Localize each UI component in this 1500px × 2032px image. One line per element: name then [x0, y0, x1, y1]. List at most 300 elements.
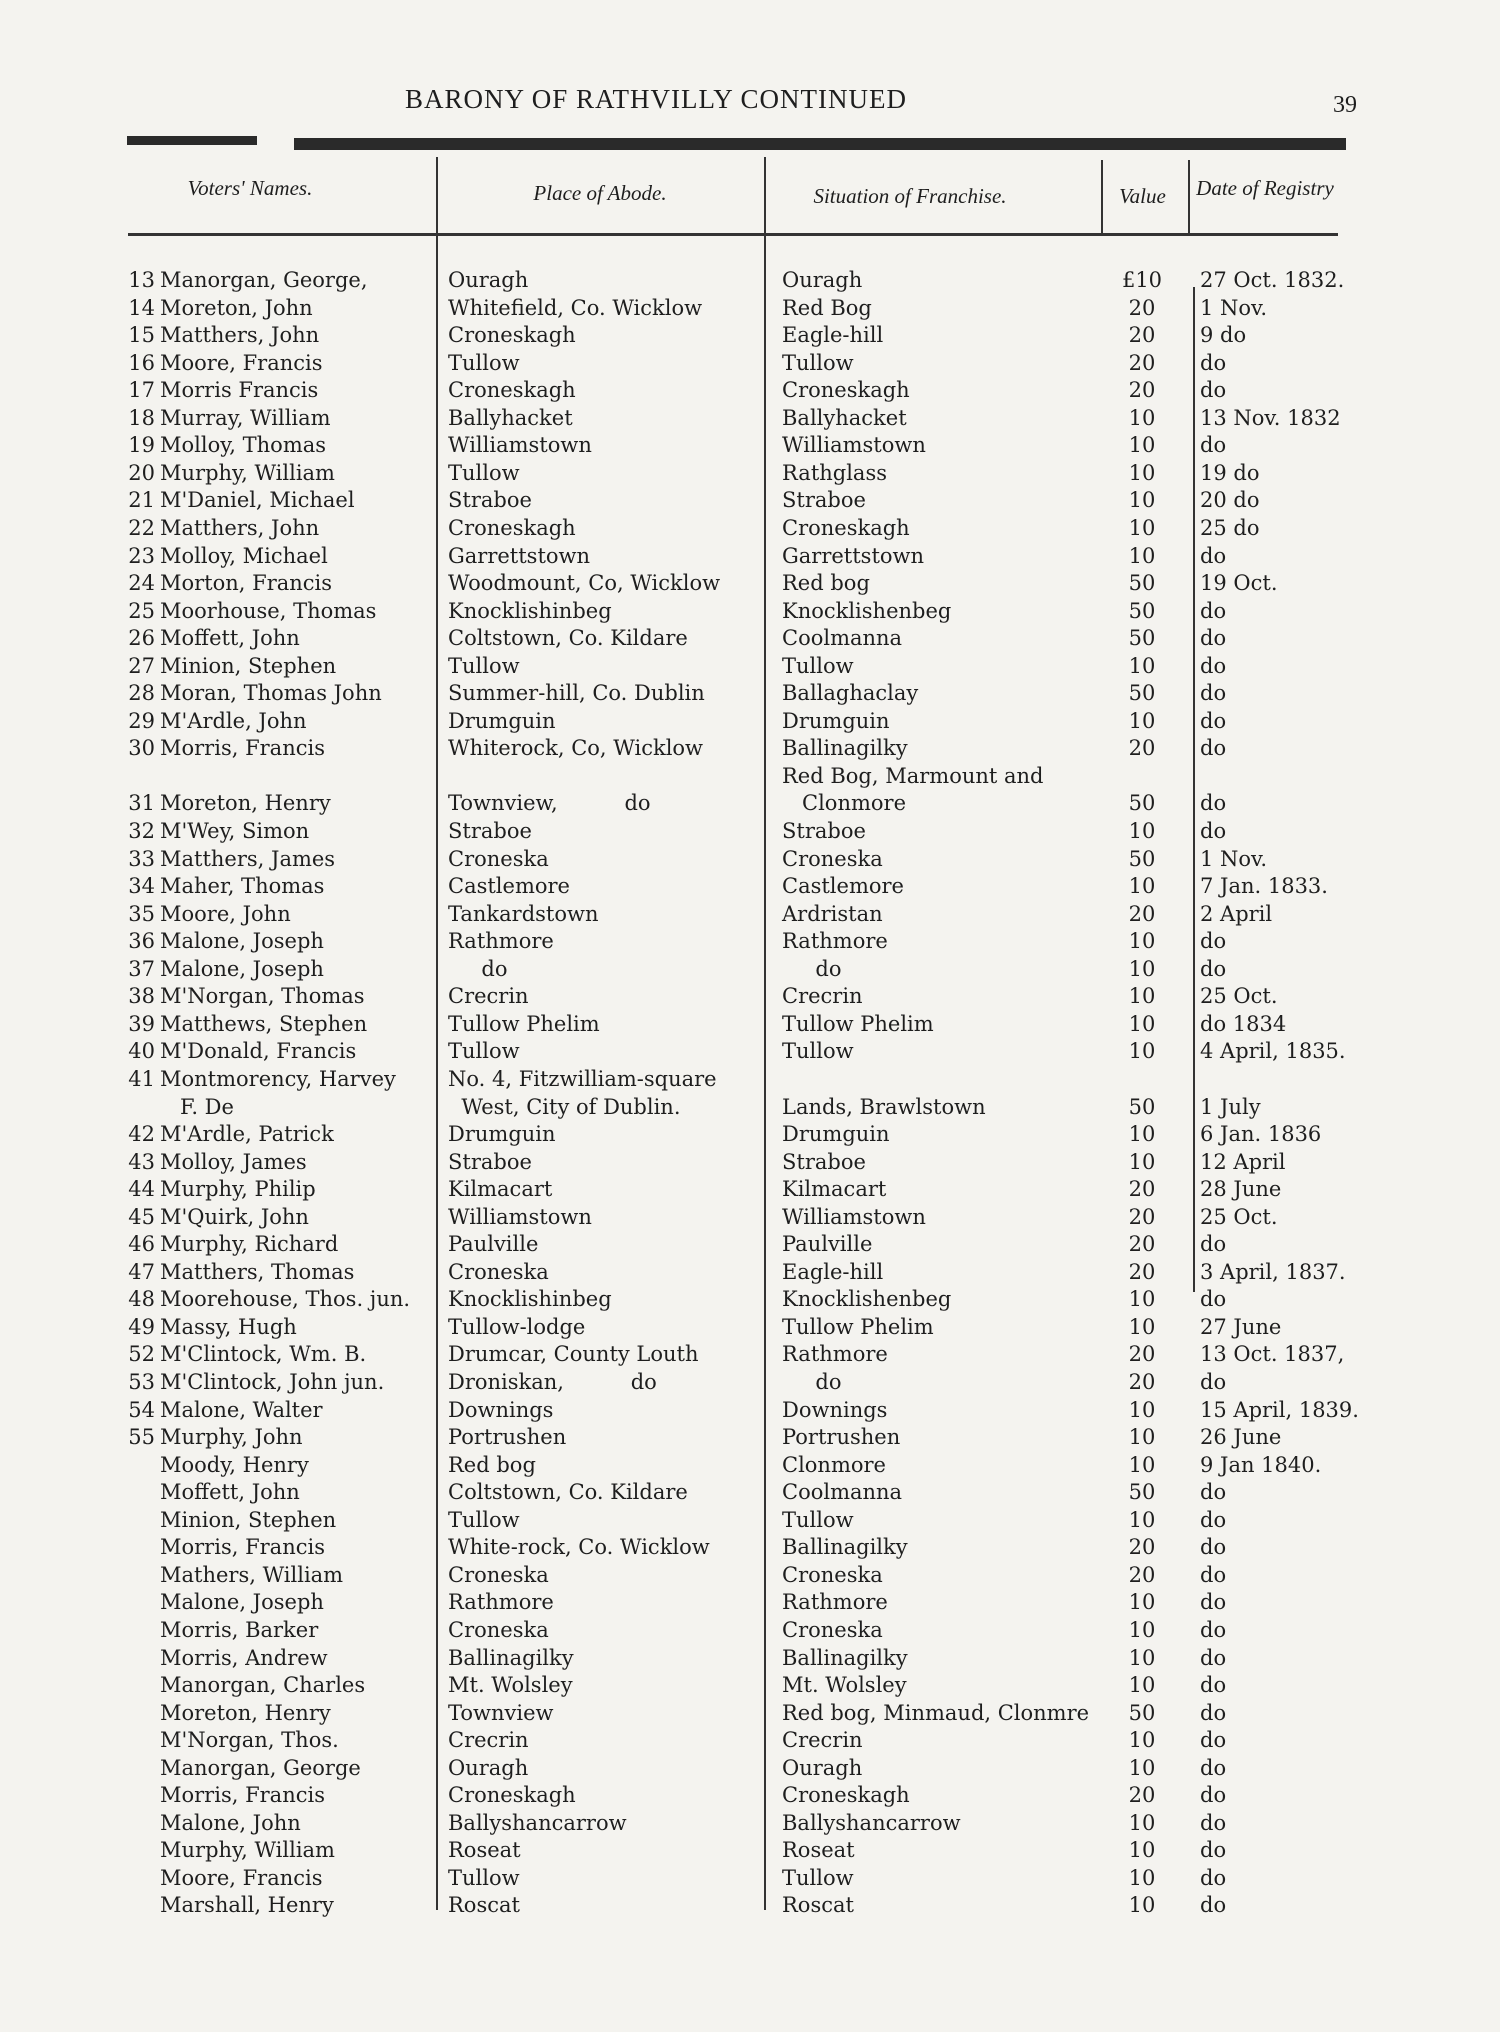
- franchise-value: 10: [1128, 1039, 1156, 1064]
- place-of-abode: Croneska: [448, 1617, 549, 1642]
- place-of-abode: Whiterock, Co, Wicklow: [448, 736, 704, 761]
- franchise-situation: Castlemore: [782, 874, 904, 899]
- place-of-abode: Ballinagilky: [448, 1645, 574, 1670]
- registry-date: 7 Jan. 1833.: [1200, 874, 1328, 899]
- franchise-situation: Ouragh: [782, 268, 863, 292]
- franchise-situation: Rathmore: [782, 929, 888, 954]
- registry-date: do: [1200, 1700, 1227, 1725]
- table-row: [0, 514, 1500, 542]
- registry-date: do: [1200, 653, 1227, 678]
- column-header-abode: Place of Abode.: [533, 181, 667, 205]
- voter-name: M'Norgan, Thos.: [160, 1728, 339, 1753]
- franchise-value: 50: [1128, 1700, 1156, 1725]
- franchise-situation: Tullow: [782, 1507, 854, 1532]
- voter-name: M'Clintock, John jun.: [160, 1370, 385, 1394]
- registry-date: do: [1200, 378, 1227, 403]
- voter-name: M'Wey, Simon: [160, 819, 310, 843]
- franchise-value: 20: [1128, 295, 1156, 320]
- registry-date: 1 July: [1200, 1094, 1261, 1119]
- franchise-situation: Rathmore: [782, 1590, 888, 1615]
- franchise-value: 10: [1128, 543, 1156, 568]
- table-row: [0, 1065, 1500, 1093]
- franchise-situation: Eagle-hill: [782, 1259, 884, 1284]
- voter-name: Morris, Barker: [160, 1617, 319, 1642]
- column-header-value: Value: [1119, 184, 1166, 208]
- voter-name: Murphy, William: [160, 1838, 335, 1863]
- voter-name: Matthers, Thomas: [160, 1259, 355, 1284]
- franchise-value: 50: [1128, 626, 1156, 651]
- header-rule-long: [294, 138, 1346, 150]
- registry-date: 26 June: [1200, 1425, 1282, 1450]
- franchise-value: 20: [1128, 901, 1156, 926]
- registry-date: 19 Oct.: [1200, 571, 1278, 596]
- franchise-value: 10: [1128, 460, 1156, 485]
- franchise-value: 10: [1128, 1755, 1156, 1780]
- table-row: [0, 955, 1500, 983]
- table-row: [0, 1340, 1500, 1368]
- voter-number: 44: [128, 1177, 155, 1202]
- voter-number: 53: [128, 1370, 155, 1394]
- franchise-situation: Red Bog, Marmount and: [782, 763, 1044, 788]
- voter-name: Minion, Stephen: [160, 1507, 337, 1532]
- voter-number: 20: [128, 460, 155, 485]
- voter-name: Malone, Walter: [160, 1397, 323, 1422]
- voter-number: 35: [128, 901, 155, 926]
- voter-number: 43: [128, 1149, 155, 1174]
- registry-date: do: [1200, 1370, 1227, 1394]
- voter-number: 47: [128, 1259, 155, 1284]
- place-of-abode: Rathmore: [448, 1590, 554, 1615]
- franchise-situation: Ballyshancarrow: [782, 1810, 961, 1835]
- franchise-situation: Knocklishenbeg: [782, 1287, 952, 1312]
- franchise-situation: Tullow Phelim: [782, 1314, 934, 1339]
- table-row: [0, 1809, 1500, 1837]
- table-row: [0, 1781, 1500, 1809]
- place-of-abode: Woodmount, Co, Wicklow: [448, 571, 721, 596]
- franchise-value: 20: [1128, 1259, 1156, 1284]
- registry-date: 3 April, 1837.: [1200, 1259, 1346, 1284]
- column-header-date: Date of Registry: [1196, 176, 1334, 200]
- place-of-abode: No. 4, Fitzwilliam-square: [448, 1066, 717, 1091]
- registry-date: do: [1200, 791, 1227, 816]
- table-row: [0, 431, 1500, 459]
- registry-date: do: [1200, 956, 1227, 981]
- franchise-value: 10: [1128, 1425, 1156, 1450]
- registry-date: do 1834: [1200, 1011, 1287, 1036]
- franchise-situation: Williamstown: [782, 433, 926, 458]
- table-row: [0, 1175, 1500, 1203]
- place-of-abode: Knocklishinbeg: [448, 1287, 612, 1312]
- voter-name: Murphy, John: [160, 1425, 303, 1450]
- table-row: [0, 734, 1500, 762]
- franchise-situation: Ballinagilky: [782, 1535, 908, 1560]
- place-of-abode: Straboe: [448, 819, 532, 843]
- table-row: [0, 294, 1500, 322]
- franchise-situation: Clonmore: [782, 1452, 886, 1477]
- voter-name: Manorgan, Charles: [160, 1673, 366, 1698]
- voter-name: Moorehouse, Thos. jun.: [160, 1287, 411, 1312]
- place-of-abode: Straboe: [448, 488, 532, 513]
- franchise-situation: Coolmanna: [782, 1480, 903, 1505]
- franchise-value: 10: [1128, 1122, 1156, 1147]
- place-of-abode: Whitefield, Co. Wicklow: [448, 295, 703, 320]
- franchise-value: 50: [1128, 598, 1156, 623]
- table-row: [0, 1478, 1500, 1506]
- voter-number: 38: [128, 984, 155, 1009]
- table-row: [0, 762, 1500, 790]
- table-row: [0, 1561, 1500, 1589]
- voter-name: Moore, John: [160, 901, 291, 926]
- franchise-situation: Lands, Brawlstown: [782, 1094, 986, 1119]
- registry-date: do: [1200, 626, 1227, 651]
- table-row: [0, 1506, 1500, 1534]
- franchise-situation: Roseat: [782, 1838, 855, 1863]
- place-of-abode: Tullow: [448, 350, 520, 375]
- voter-name: Murphy, Richard: [160, 1232, 339, 1257]
- voter-name: Molloy, Michael: [160, 543, 328, 568]
- registry-date: do: [1200, 1783, 1227, 1808]
- voter-name: Moorhouse, Thomas: [160, 598, 377, 623]
- voter-number: 36: [128, 929, 155, 954]
- place-of-abode: Tullow-lodge: [448, 1314, 586, 1339]
- franchise-situation: Red bog, Minmaud, Clonmre: [782, 1700, 1090, 1725]
- franchise-value: 10: [1128, 929, 1156, 954]
- franchise-value: £10: [1121, 268, 1163, 292]
- franchise-value: 20: [1128, 323, 1156, 348]
- registry-date: do: [1200, 681, 1227, 706]
- franchise-situation: Tullow: [782, 1039, 854, 1064]
- voter-name: Murphy, William: [160, 460, 335, 485]
- franchise-value: 10: [1128, 1645, 1156, 1670]
- table-row: [0, 1836, 1500, 1864]
- voter-name: Molloy, James: [160, 1149, 307, 1174]
- place-of-abode: Williamstown: [448, 433, 592, 458]
- franchise-value: 10: [1128, 1149, 1156, 1174]
- franchise-value: 10: [1128, 1893, 1156, 1918]
- voter-name: Morris, Francis: [160, 736, 325, 761]
- place-of-abode: Castlemore: [448, 874, 570, 899]
- table-row: [0, 900, 1500, 928]
- registry-date: 1 Nov.: [1200, 846, 1268, 871]
- place-of-abode: Tullow: [448, 653, 520, 678]
- table-row: [0, 1671, 1500, 1699]
- registry-date: do: [1200, 929, 1227, 954]
- franchise-value: 20: [1128, 1535, 1156, 1560]
- place-of-abode: Knocklishinbeg: [448, 598, 612, 623]
- table-row: [0, 1285, 1500, 1313]
- voter-number: 29: [128, 708, 155, 733]
- voter-name: Morris Francis: [160, 378, 319, 403]
- registry-date: do: [1200, 1728, 1227, 1753]
- registry-date: do: [1200, 543, 1227, 568]
- voter-number: 19: [128, 433, 155, 458]
- table-row: [0, 707, 1500, 735]
- voter-name: Malone, John: [160, 1810, 301, 1835]
- voter-number: 22: [128, 515, 155, 540]
- voter-number: 21: [128, 488, 155, 513]
- place-of-abode: White-rock, Co. Wicklow: [448, 1535, 710, 1560]
- place-of-abode: Ballyshancarrow: [448, 1810, 627, 1835]
- place-of-abode: Croneskagh: [448, 1783, 576, 1808]
- column-divider: [1188, 160, 1190, 236]
- place-of-abode: Straboe: [448, 1149, 532, 1174]
- table-row: [0, 1313, 1500, 1341]
- table-row: [0, 1148, 1500, 1176]
- voter-name: Matthers, James: [160, 846, 336, 871]
- registry-date: do: [1200, 1810, 1227, 1835]
- voter-number: 45: [128, 1204, 155, 1229]
- place-of-abode: Drumcar, County Louth: [448, 1342, 699, 1367]
- franchise-value: 10: [1128, 405, 1156, 430]
- voter-name: Morris, Francis: [160, 1535, 325, 1560]
- voter-name: M'Ardle, Patrick: [160, 1122, 334, 1147]
- voter-name: Maher, Thomas: [160, 874, 325, 899]
- franchise-value: 20: [1128, 1177, 1156, 1202]
- voter-name: Moran, Thomas John: [160, 681, 382, 706]
- voter-number: 15: [128, 323, 155, 348]
- franchise-situation: Ballinagilky: [782, 1645, 908, 1670]
- franchise-value: 10: [1128, 653, 1156, 678]
- place-of-abode: Tankardstown: [448, 901, 599, 926]
- franchise-value: 10: [1128, 874, 1156, 899]
- franchise-value: 10: [1128, 1590, 1156, 1615]
- franchise-value: 10: [1128, 1617, 1156, 1642]
- voter-name: Marshall, Henry: [160, 1893, 334, 1918]
- table-row: [0, 1037, 1500, 1065]
- voter-name: Moore, Francis: [160, 1865, 323, 1890]
- franchise-situation: Tullow: [782, 1865, 854, 1890]
- franchise-value: 10: [1128, 1452, 1156, 1477]
- place-of-abode: Roscat: [448, 1893, 520, 1918]
- registry-date: do: [1200, 1562, 1227, 1587]
- registry-date: 13 Nov. 1832: [1200, 405, 1341, 430]
- franchise-situation: Coolmanna: [782, 626, 903, 651]
- franchise-value: 10: [1128, 819, 1156, 843]
- voter-name: Malone, Joseph: [160, 1590, 324, 1615]
- registry-date: do: [1200, 433, 1227, 458]
- place-of-abode: Garrettstown: [448, 543, 591, 568]
- voter-name: Mathers, William: [160, 1562, 344, 1587]
- franchise-situation: Croneska: [782, 846, 883, 871]
- table-row: [0, 872, 1500, 900]
- franchise-situation: Red bog: [782, 571, 870, 596]
- franchise-situation: Ballyhacket: [782, 405, 907, 430]
- voter-name: Malone, Joseph: [160, 929, 324, 954]
- voter-number: 54: [128, 1397, 155, 1422]
- franchise-situation: Paulville: [782, 1232, 873, 1257]
- voter-number: 18: [128, 405, 155, 430]
- voter-name: Morton, Francis: [160, 571, 333, 596]
- voter-number: 30: [128, 736, 155, 761]
- registry-date: do: [1200, 819, 1227, 843]
- voter-number: 37: [128, 956, 155, 981]
- header-divider: [128, 233, 1338, 236]
- table-row: [0, 1726, 1500, 1754]
- franchise-value: 10: [1128, 515, 1156, 540]
- table-row: [0, 1258, 1500, 1286]
- place-of-abode: Crecrin: [448, 984, 529, 1009]
- voter-name: Moore, Francis: [160, 350, 323, 375]
- franchise-value: 10: [1128, 433, 1156, 458]
- voter-name: Moreton, Henry: [160, 1700, 331, 1725]
- registry-date: do: [1200, 350, 1227, 375]
- voter-number: 31: [128, 791, 155, 816]
- voter-name: Molloy, Thomas: [160, 433, 327, 458]
- voter-number: 23: [128, 543, 155, 568]
- place-of-abode: Kilmacart: [448, 1177, 553, 1202]
- place-of-abode: do: [448, 956, 508, 981]
- table-row: [0, 1423, 1500, 1451]
- franchise-situation: Tullow: [782, 350, 854, 375]
- franchise-value: 10: [1128, 1314, 1156, 1339]
- voter-number: 14: [128, 295, 155, 320]
- table-row: [0, 1754, 1500, 1782]
- voter-name: Morris, Andrew: [160, 1645, 328, 1670]
- franchise-value: 10: [1128, 1810, 1156, 1835]
- franchise-value: 10: [1128, 1011, 1156, 1036]
- franchise-situation: Kilmacart: [782, 1177, 887, 1202]
- voter-name: Matthers, John: [160, 515, 320, 540]
- franchise-value: 50: [1128, 681, 1156, 706]
- franchise-value: 10: [1128, 1865, 1156, 1890]
- registry-date: 28 June: [1200, 1177, 1282, 1202]
- franchise-situation: Ballaghaclay: [782, 681, 919, 706]
- franchise-situation: Williamstown: [782, 1204, 926, 1229]
- franchise-value: 20: [1128, 1342, 1156, 1367]
- franchise-situation: do: [782, 1370, 842, 1394]
- column-header-franchise: Situation of Franchise.: [813, 184, 1007, 208]
- voter-name: M'Donald, Francis: [160, 1039, 357, 1064]
- franchise-situation: Straboe: [782, 1149, 866, 1174]
- registry-date: 27 Oct. 1832.: [1200, 268, 1345, 292]
- franchise-situation: Rathmore: [782, 1342, 888, 1367]
- place-of-abode: Rathmore: [448, 929, 554, 954]
- franchise-situation: Straboe: [782, 488, 866, 513]
- franchise-situation: Tullow: [782, 653, 854, 678]
- franchise-value: 10: [1128, 1838, 1156, 1863]
- table-row: [0, 982, 1500, 1010]
- place-of-abode: Williamstown: [448, 1204, 592, 1229]
- voter-name: Morris, Francis: [160, 1783, 325, 1808]
- voter-number: 46: [128, 1232, 155, 1257]
- table-row: [0, 459, 1500, 487]
- place-of-abode: Crecrin: [448, 1728, 529, 1753]
- voter-number: 41: [128, 1066, 155, 1091]
- place-of-abode: Tullow: [448, 1039, 520, 1064]
- registry-date: 27 June: [1200, 1314, 1282, 1339]
- voter-name: Moffett, John: [160, 626, 300, 651]
- voter-number: 48: [128, 1287, 155, 1312]
- voter-number: 16: [128, 350, 155, 375]
- voter-name: M'Quirk, John: [160, 1204, 309, 1229]
- header-rule-short: [127, 136, 257, 145]
- registry-date: do: [1200, 708, 1227, 733]
- franchise-situation: Roscat: [782, 1893, 854, 1918]
- voter-name: Manorgan, George,: [160, 268, 368, 292]
- place-of-abode: Coltstown, Co. Kildare: [448, 1480, 688, 1505]
- franchise-value: 50: [1128, 791, 1156, 816]
- franchise-value: 50: [1128, 571, 1156, 596]
- place-of-abode: Ballyhacket: [448, 405, 573, 430]
- registry-date: do: [1200, 1507, 1227, 1532]
- registry-date: 9 do: [1200, 323, 1247, 348]
- franchise-value: 10: [1128, 1287, 1156, 1312]
- place-of-abode: Ouragh: [448, 268, 529, 292]
- voter-number: 25: [128, 598, 155, 623]
- registry-date: 4 April, 1835.: [1200, 1039, 1346, 1064]
- voter-name: Manorgan, George: [160, 1755, 361, 1780]
- table-row: [0, 789, 1500, 817]
- franchise-situation: Clonmore: [782, 791, 907, 816]
- table-row: [0, 1891, 1500, 1919]
- franchise-situation: Ardristan: [782, 901, 883, 926]
- registry-date: do: [1200, 1287, 1227, 1312]
- franchise-value: 20: [1128, 1232, 1156, 1257]
- registry-date: do: [1200, 1865, 1227, 1890]
- voter-name: M'Clintock, Wm. B.: [160, 1342, 367, 1367]
- registry-date: do: [1200, 736, 1227, 761]
- franchise-value: 10: [1128, 1507, 1156, 1532]
- franchise-value: 20: [1128, 1370, 1156, 1394]
- voter-number: 33: [128, 846, 155, 871]
- registry-date: 13 Oct. 1837,: [1200, 1342, 1345, 1367]
- franchise-value: 10: [1128, 984, 1156, 1009]
- franchise-situation: Downings: [782, 1397, 888, 1422]
- registry-date: 25 Oct.: [1200, 984, 1278, 1009]
- registry-date: do: [1200, 1673, 1227, 1698]
- place-of-abode: Drumguin: [448, 1122, 556, 1147]
- table-row: [0, 1203, 1500, 1231]
- franchise-situation: Ouragh: [782, 1755, 863, 1780]
- voter-name: Minion, Stephen: [160, 653, 337, 678]
- place-of-abode: Red bog: [448, 1452, 536, 1477]
- voter-number: 52: [128, 1342, 155, 1367]
- table-row: [0, 1533, 1500, 1561]
- registry-date: 6 Jan. 1836: [1200, 1122, 1322, 1147]
- franchise-value: 50: [1128, 846, 1156, 871]
- registry-date: 25 do: [1200, 515, 1260, 540]
- voter-number: 34: [128, 874, 155, 899]
- franchise-situation: Drumguin: [782, 708, 890, 733]
- registry-date: 9 Jan 1840.: [1200, 1452, 1322, 1477]
- voter-name: Moffett, John: [160, 1480, 300, 1505]
- table-row: [0, 652, 1500, 680]
- place-of-abode: Tullow: [448, 460, 520, 485]
- place-of-abode: Summer-hill, Co. Dublin: [448, 681, 705, 706]
- franchise-situation: Straboe: [782, 819, 866, 843]
- franchise-situation: Drumguin: [782, 1122, 890, 1147]
- franchise-situation: Croneska: [782, 1562, 883, 1587]
- place-of-abode: Townview, do: [448, 791, 651, 816]
- table-row: [0, 927, 1500, 955]
- voter-number: 49: [128, 1314, 155, 1339]
- franchise-value: 50: [1128, 1480, 1156, 1505]
- franchise-value: 10: [1128, 1397, 1156, 1422]
- table-row: [0, 486, 1500, 514]
- registry-date: do: [1200, 1590, 1227, 1615]
- table-row: [0, 376, 1500, 404]
- franchise-situation: Garrettstown: [782, 543, 925, 568]
- franchise-situation: do: [782, 956, 842, 981]
- franchise-situation: Croneska: [782, 1617, 883, 1642]
- table-row: [0, 1864, 1500, 1892]
- place-of-abode: Croneska: [448, 1562, 549, 1587]
- franchise-value: 20: [1128, 1783, 1156, 1808]
- place-of-abode: Mt. Wolsley: [448, 1673, 573, 1698]
- franchise-situation: Crecrin: [782, 984, 863, 1009]
- table-row: [0, 1588, 1500, 1616]
- table-row: [0, 321, 1500, 349]
